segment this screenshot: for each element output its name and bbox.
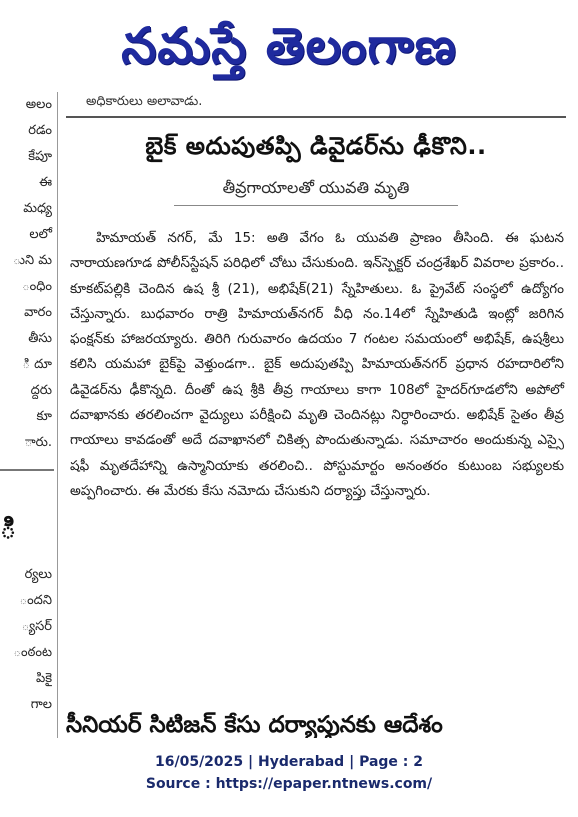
left-fragment: ర్యలు bbox=[24, 567, 52, 582]
left-fragment: లలో bbox=[29, 227, 52, 242]
left-fragment: ద్దరు bbox=[30, 383, 52, 398]
article-headline: బైక్ అదుపుతప్పి డివైడర్‌ను ఢీకొని.. bbox=[145, 132, 487, 160]
subheadline-underline bbox=[174, 205, 458, 206]
article-body: హిమాయత్ నగర్, మే 15: అతి వేగం ఓ యువతి ప్రాణం తీసింది. ఈ ఘటన నారాయణగూడ పోలీస్‌స్టేషన్ పరిధిలో చోటు చేసుకుంది. ఇన్‌స్పెక్టర్ చంద్రశేఖర్ వివరాల ప్రకారం.. కూకట్‌పల్లికి చెందిన ఉష శ్రీ (21), అభిషేక్(21) స్నేహితులు. ఓ ప్రైవేట్ సంస్థలో ఉద్యోగం చేస్తున్నారు. బుధవారం రాత్రి హిమాయత్‌నగర్ వీధి నం.14లో స్నేహితుడి ఇంట్లో జరిగిన ఫంక్షన్‌కు హాజరయ్యారు. తిరిగి గురువారం ఉదయం 7 గంటల సమయంలో అభిషేక్, ఉషశ్రీలు కలిసి యమహా బైక్‌పై వెళ్తుండగా.. బైక్ అదుపుతప్పి హిమాయత్‌నగర్ ప్రధాన రహదారిలోని డివైడర్‌ను ఢీకొన్నది. దీంతో ఉష శ్రీకి తీవ్ర గాయాలు కాగా 108లో హైదర్‌గూడలోని అపోలో దవాఖానకు తరలించగా వైద్యులు పరీక్షించి మృతి చెందినట్లు నిర్ధారించారు. అభిషేక్ సైతం తీవ్ర గాయాలు కావడంతో అదే దవాఖానలో చికిత్స పొందుతున్నాడు. సమాచారం అందుకున్న ఎస్సై షఫీ మృతదేహాన్ని ఉస్మానియాకు తరలించి.. పోస్టుమార్టం అనంతరం కుటుంబ సభ్యులకు అప్పగించారు. ఈ మేరకు కేసు నమోదు చేసుకుని దర్యాప్తు చేస్తున్నారు. bbox=[70, 230, 564, 499]
article-top-rule bbox=[66, 116, 566, 118]
newspaper-clipping bbox=[0, 92, 578, 738]
next-article-headline: సీనియర్ సిటిజన్ కేసు దర్యాప్తునకు ఆదేశం bbox=[66, 712, 443, 738]
left-fragment: అలం bbox=[25, 97, 52, 112]
left-big-fragment: ి bbox=[0, 512, 17, 545]
left-fragment: పికై bbox=[35, 671, 52, 686]
left-fragment: కూ bbox=[36, 409, 52, 424]
left-fragment: రడం bbox=[28, 123, 52, 138]
footer-date-line: 16/05/2025 | Hyderabad | Page : 2 bbox=[154, 754, 424, 770]
left-column-divider bbox=[0, 469, 54, 471]
left-fragment: ారు. bbox=[24, 435, 52, 450]
article-subheadline: తీవ్రగాయాలతో యువతి మృతి bbox=[222, 178, 410, 197]
left-fragment: ంఠంట bbox=[13, 645, 52, 660]
left-fragment: ంధిం bbox=[22, 279, 52, 294]
left-fragment: ఈ bbox=[39, 175, 52, 190]
masthead bbox=[0, 0, 578, 92]
left-fragment: ్యసర్ bbox=[21, 619, 52, 634]
left-fragment: వారం bbox=[24, 305, 52, 320]
left-fragment: మధ్య bbox=[23, 201, 52, 216]
masthead-title: నమస్తే తెలంగాణ bbox=[121, 16, 457, 75]
left-fragment: గాల bbox=[30, 697, 52, 712]
column-rule bbox=[57, 92, 58, 738]
article bbox=[66, 92, 566, 738]
left-fragment: తీసు bbox=[28, 331, 52, 346]
left-fragment: ందని bbox=[19, 593, 52, 608]
footer-source-line: Source : https://epaper.ntnews.com/ bbox=[145, 776, 433, 792]
left-fragment: ుని మ bbox=[12, 253, 52, 268]
left-fragment: కేపూ bbox=[28, 149, 52, 164]
left-fragment: ి దూ bbox=[22, 357, 52, 372]
left-column-strip bbox=[0, 92, 54, 738]
previous-article-line: అధికారులు అలావాడు. bbox=[86, 94, 203, 109]
